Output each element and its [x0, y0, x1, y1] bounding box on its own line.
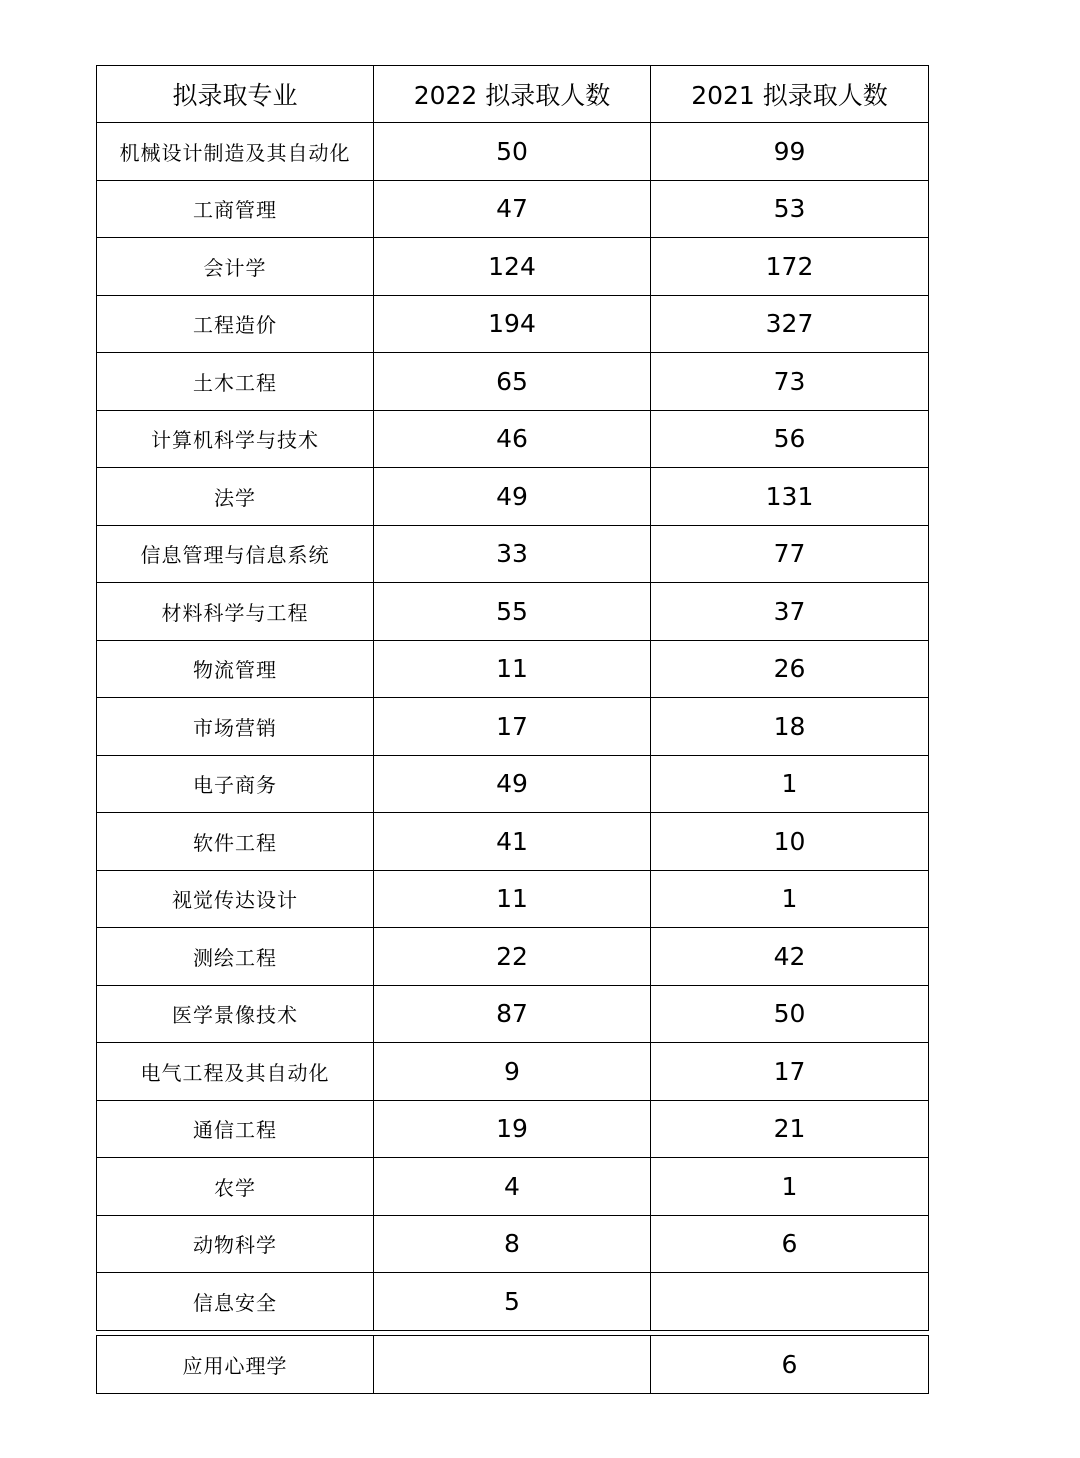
table-header-row — [97, 66, 929, 123]
count-2021-cell: 77 — [651, 525, 929, 583]
count-2022-cell: 11 — [374, 640, 651, 698]
major-cell: 视觉传达设计 — [97, 870, 374, 928]
table-row — [97, 698, 929, 756]
count-2021-cell — [651, 1273, 929, 1331]
count-2022-cell: 17 — [374, 698, 651, 756]
major-cell: 材料科学与工程 — [97, 583, 374, 641]
table-row — [97, 583, 929, 641]
major-cell: 工程造价 — [97, 295, 374, 353]
table-row — [97, 1043, 929, 1101]
admissions-table — [96, 65, 929, 1331]
count-2021-cell: 172 — [651, 238, 929, 296]
major-cell: 医学景像技术 — [97, 985, 374, 1043]
table-row — [97, 525, 929, 583]
count-2022-cell: 46 — [374, 410, 651, 468]
count-2022-cell: 50 — [374, 123, 651, 181]
major-cell: 工商管理 — [97, 180, 374, 238]
count-2021-cell: 99 — [651, 123, 929, 181]
count-2021-cell: 50 — [651, 985, 929, 1043]
count-2021-cell: 1 — [651, 1158, 929, 1216]
admissions-table-continued — [96, 1335, 929, 1394]
major-cell: 市场营销 — [97, 698, 374, 756]
count-2022-cell: 194 — [374, 295, 651, 353]
count-2022-cell: 8 — [374, 1215, 651, 1273]
major-cell: 电子商务 — [97, 755, 374, 813]
count-2021-cell: 56 — [651, 410, 929, 468]
table-row — [97, 180, 929, 238]
table-row — [97, 870, 929, 928]
table-row — [97, 353, 929, 411]
header-2022: 2022 拟录取人数 — [374, 66, 651, 123]
count-2021-cell: 37 — [651, 583, 929, 641]
count-2022-cell: 9 — [374, 1043, 651, 1101]
count-2021-cell: 131 — [651, 468, 929, 526]
count-2021-cell: 53 — [651, 180, 929, 238]
major-cell: 计算机科学与技术 — [97, 410, 374, 468]
table-row — [97, 123, 929, 181]
table-row — [97, 985, 929, 1043]
count-2022-cell: 19 — [374, 1100, 651, 1158]
major-cell: 软件工程 — [97, 813, 374, 871]
major-cell: 应用心理学 — [97, 1336, 374, 1394]
count-2021-cell: 1 — [651, 755, 929, 813]
table-row — [97, 928, 929, 986]
table-row — [97, 813, 929, 871]
count-2022-cell: 33 — [374, 525, 651, 583]
table-row — [97, 410, 929, 468]
major-cell: 物流管理 — [97, 640, 374, 698]
table-row — [97, 1273, 929, 1331]
major-cell: 信息管理与信息系统 — [97, 525, 374, 583]
count-2021-cell: 6 — [651, 1336, 929, 1394]
count-2022-cell: 65 — [374, 353, 651, 411]
count-2022-cell: 55 — [374, 583, 651, 641]
table-row — [97, 1215, 929, 1273]
count-2021-cell: 18 — [651, 698, 929, 756]
major-cell: 土木工程 — [97, 353, 374, 411]
count-2021-cell: 10 — [651, 813, 929, 871]
major-cell: 电气工程及其自动化 — [97, 1043, 374, 1101]
count-2022-cell: 4 — [374, 1158, 651, 1216]
count-2021-cell: 42 — [651, 928, 929, 986]
header-2021: 2021 拟录取人数 — [651, 66, 929, 123]
count-2022-cell: 87 — [374, 985, 651, 1043]
count-2021-cell: 73 — [651, 353, 929, 411]
count-2022-cell: 22 — [374, 928, 651, 986]
major-cell: 动物科学 — [97, 1215, 374, 1273]
table-row — [97, 1100, 929, 1158]
major-cell: 测绘工程 — [97, 928, 374, 986]
count-2022-cell: 11 — [374, 870, 651, 928]
count-2021-cell: 26 — [651, 640, 929, 698]
table-row — [97, 238, 929, 296]
count-2022-cell: 41 — [374, 813, 651, 871]
table-row — [97, 1336, 929, 1394]
table-body-continued — [97, 1336, 929, 1394]
count-2022-cell: 5 — [374, 1273, 651, 1331]
major-cell: 信息安全 — [97, 1273, 374, 1331]
table-row — [97, 640, 929, 698]
count-2022-cell: 47 — [374, 180, 651, 238]
count-2021-cell: 1 — [651, 870, 929, 928]
count-2022-cell: 124 — [374, 238, 651, 296]
table-row — [97, 468, 929, 526]
count-2021-cell: 21 — [651, 1100, 929, 1158]
header-major: 拟录取专业 — [97, 66, 374, 123]
table-row — [97, 755, 929, 813]
count-2022-cell — [374, 1336, 651, 1394]
count-2022-cell: 49 — [374, 468, 651, 526]
count-2022-cell: 49 — [374, 755, 651, 813]
table-row — [97, 1158, 929, 1216]
major-cell: 农学 — [97, 1158, 374, 1216]
table-row — [97, 295, 929, 353]
major-cell: 法学 — [97, 468, 374, 526]
major-cell: 会计学 — [97, 238, 374, 296]
major-cell: 机械设计制造及其自动化 — [97, 123, 374, 181]
count-2021-cell: 6 — [651, 1215, 929, 1273]
table-body — [97, 123, 929, 1331]
count-2021-cell: 327 — [651, 295, 929, 353]
count-2021-cell: 17 — [651, 1043, 929, 1101]
major-cell: 通信工程 — [97, 1100, 374, 1158]
